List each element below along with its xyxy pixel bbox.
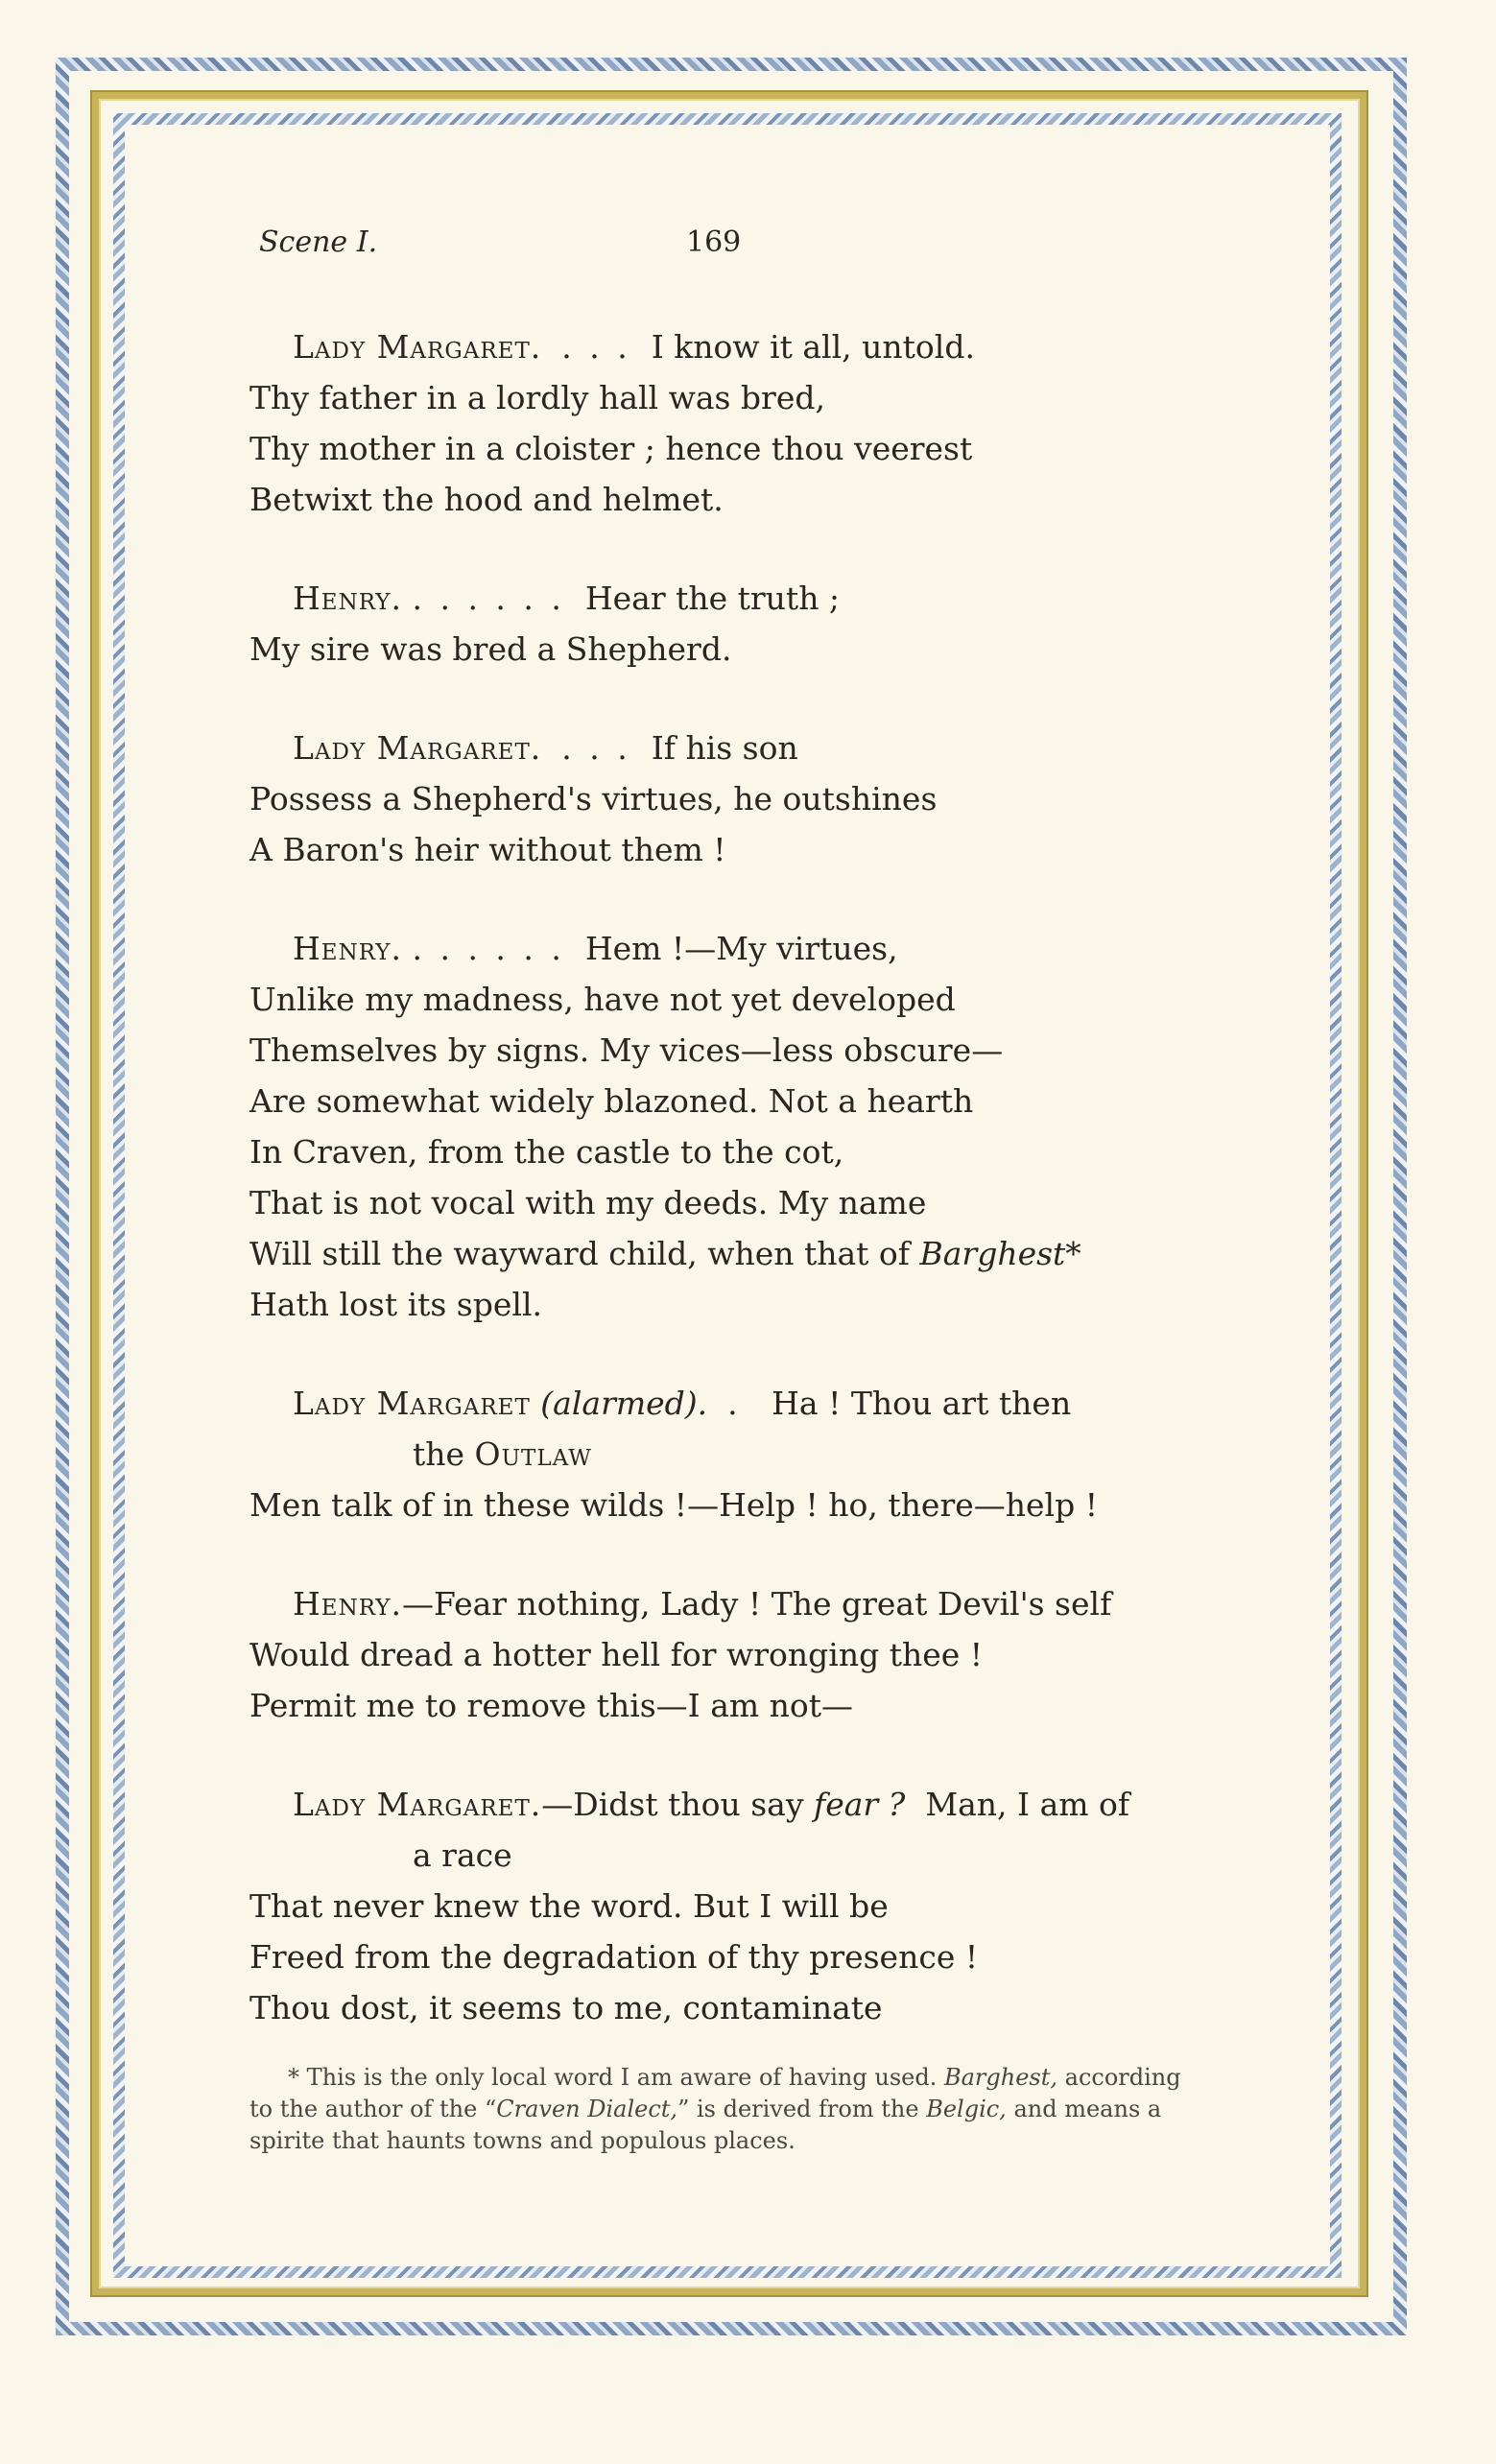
italic-word: fear ? [813,1786,906,1823]
footnote-italic: Belgic, [926,2096,1007,2122]
verse-line: Themselves by signs. My vices—less obscure— [249,1031,1004,1069]
verse-line: Possess a Shepherd's virtues, he outshines [249,780,938,817]
ellipsis-dots: . . . [561,729,631,767]
verse-line: Unlike my madness, have not yet developed [249,981,956,1018]
running-header [249,216,1228,273]
ellipsis-dots: . . . . . . [412,930,565,967]
speech-first-line [249,1779,1228,1830]
speaker-name: Lady Margaret. [293,729,542,767]
speech-first-line [249,573,1228,624]
character-name: Outlaw [474,1435,592,1473]
verse-line: A Baron's heir without them ! [249,831,726,868]
verse-text: If his son [651,729,798,767]
verse-text: Hear the truth ; [584,580,841,617]
speaker-name: Lady Margaret. [293,1786,542,1823]
verse-text: Will still the wayward child, when that of [249,1235,910,1272]
verse-text: Hem !—My virtues, [584,930,898,967]
scene-heading: Scene I. [259,225,378,259]
speech-block [249,321,1228,525]
speech-first-line [249,1578,1228,1629]
verse-line: Thy mother in a cloister ; hence thou veerest [249,430,973,467]
speech-block [249,1779,1228,2033]
verse-line [249,1228,1228,1279]
footnote-italic: Barghest, [943,2064,1057,2091]
speech-block [249,1378,1228,1530]
footnote-segment: * This is the only local word I am aware of having used. [288,2064,938,2091]
speech-block [249,923,1228,1330]
verse-text: —Fear nothing, Lady ! The great Devil's self [401,1585,1112,1623]
ellipsis-dots: . [727,1385,742,1422]
speech-first-line [249,321,1228,372]
footnote-segment: according to the author of the “ [249,2064,1181,2122]
footnote [249,2062,1209,2157]
verse-line: Men talk of in these wilds !—Help ! ho, there—help ! [249,1486,1098,1524]
footnote-italic: Craven Dialect, [496,2096,678,2122]
speech-block [249,723,1228,875]
verse-line: Thou dost, it seems to me, contaminate [249,1989,883,2026]
verse-line-continuation: a race [413,1836,512,1874]
speech-first-line [249,723,1228,773]
verse-text: —Didst thou say [541,1786,804,1823]
verse-line: Thy father in a lordly hall was bred, [249,379,825,416]
verse-line: Hath lost its spell. [249,1286,542,1323]
italic-word: Barghest* [919,1235,1081,1272]
ellipsis-dots: . . . . . . [412,580,565,617]
page-number: 169 [686,225,742,259]
speech-first-line [249,1378,1228,1429]
verse-line: Freed from the degradation of thy presence ! [249,1938,979,1976]
speaker-name: Lady Margaret [293,1385,531,1422]
ellipsis-dots: . . . [561,328,631,366]
speaker-name: Lady Margaret. [293,328,542,366]
speech-block [249,1578,1228,1731]
verse-text: I know it all, untold. [651,328,975,366]
speech-block [249,573,1228,675]
verse-line: That never knew the word. But I will be [249,1887,889,1925]
page-content [249,216,1228,2157]
footnote-text [249,2062,1209,2157]
verse-line: My sire was bred a Shepherd. [249,630,732,668]
verse-line: That is not vocal with my deeds. My name [249,1184,927,1221]
speaker-name: Henry. [293,930,402,967]
footnote-segment: ” is derived from the [677,2096,919,2122]
speaker-name: Henry. [293,580,402,617]
verse-line-continuation [413,1429,1228,1480]
stage-direction: (alarmed). [540,1385,708,1422]
verse-line: Would dread a hotter hell for wronging thee ! [249,1636,984,1673]
speech-first-line [249,923,1228,974]
verse-line: Permit me to remove this—I am not— [249,1687,854,1724]
verse-text: the [413,1435,465,1473]
verse-line: Betwixt the hood and helmet. [249,481,724,518]
verse-text: Ha ! Thou art then [772,1385,1072,1422]
verse-line: Are somewhat widely blazoned. Not a hearth [249,1082,974,1120]
footnote-segment: and means a spirite that haunts towns and populous places. [249,2096,1162,2154]
verse-line: In Craven, from the castle to the cot, [249,1133,844,1171]
verse-text: Man, I am of [925,1786,1130,1823]
speaker-name: Henry. [293,1585,402,1623]
